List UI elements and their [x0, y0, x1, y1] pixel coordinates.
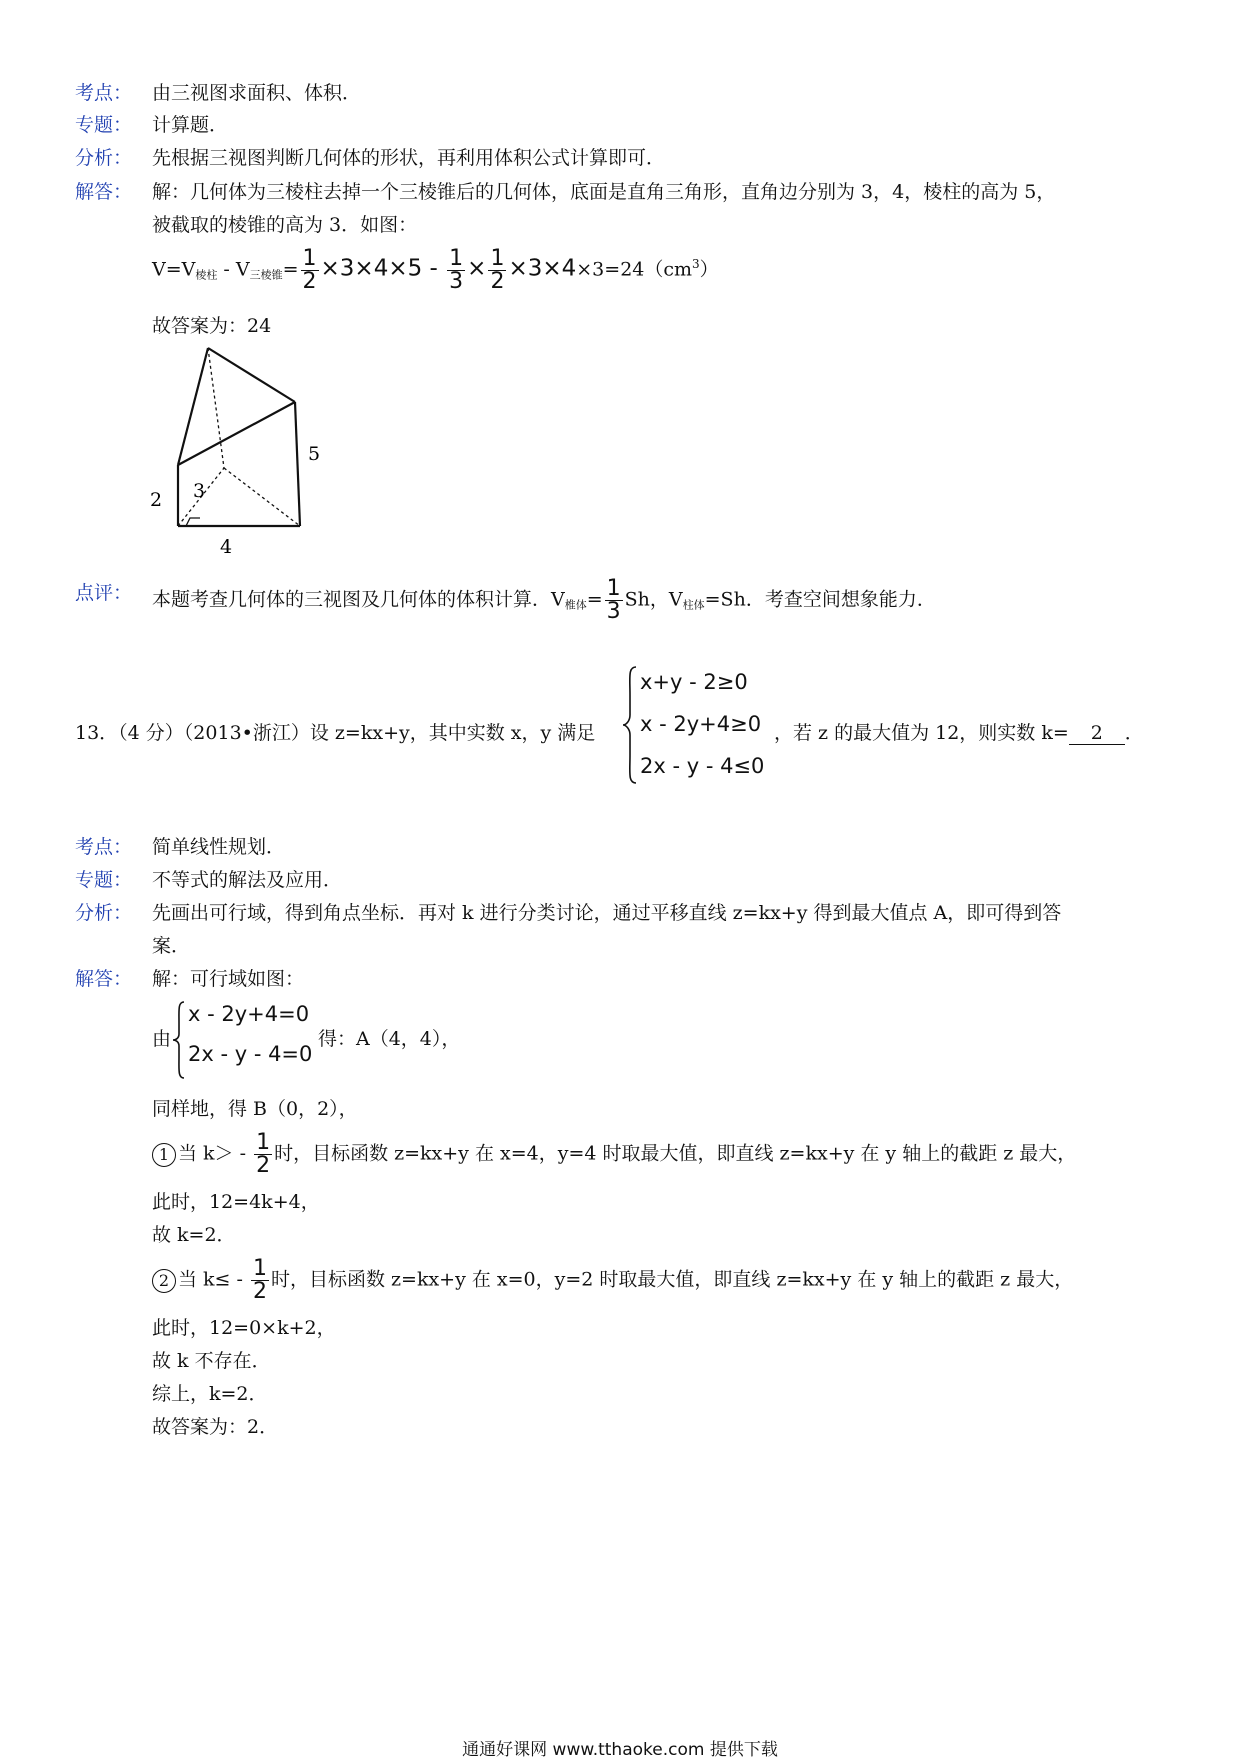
fraction-case-1: $\frac{1}{2}$	[256, 1130, 271, 1178]
case-2-line-a: 此时，12=0×k+2，	[152, 1317, 336, 1339]
formula-mid-1: ×3×4×5 -	[320, 255, 446, 282]
label-side-3: 3	[193, 480, 206, 502]
formula-times: ×	[467, 255, 487, 282]
label-zhuanti-13: 专题：	[75, 869, 133, 891]
answer-13: 故答案为：2．	[152, 1416, 279, 1438]
label-side-2: 2	[150, 489, 163, 511]
label-jieda-12: 解答：	[75, 181, 133, 203]
label-side-4: 4	[220, 536, 233, 558]
formula-sub-pyramid: 三棱锥	[249, 268, 283, 282]
edge-cut	[178, 402, 295, 465]
edge-right-vertical	[295, 402, 300, 526]
case-1-line-b: 故 k=2．	[152, 1224, 236, 1246]
zhuanti-text-12: 计算题．	[152, 114, 229, 136]
fraction-one-third: $\frac{1}{3}$	[606, 576, 621, 624]
brace-system-2	[172, 1000, 186, 1080]
edge-top-left	[178, 348, 208, 465]
fraction-third: $\frac{1}{3}$	[449, 246, 464, 294]
fenxi-text-12: 先根据三视图判断几何体的形状，再利用体积公式计算即可．	[152, 147, 666, 169]
point-b-result: 同样地，得 B（0，2），	[152, 1098, 358, 1120]
jieda-line-2-12: 被截取的棱锥的高为 3．如图：	[152, 214, 418, 236]
label-kaodian-13: 考点：	[75, 836, 133, 858]
case-2-line-b: 故 k 不存在．	[152, 1350, 271, 1372]
edge-top-right	[208, 348, 295, 402]
jieda-line-1-12: 解：几何体为三棱柱去掉一个三棱锥后的几何体，底面是直角三角形，直角边分别为 3，4，棱柱的高为 5，	[152, 181, 1056, 203]
question-13-stem-pre: 13．（4 分）（2013•浙江）设 z=kx+y，其中实数 x，y 满足	[75, 722, 596, 744]
formula-minus: - V	[217, 258, 250, 281]
edge-hidden-right	[224, 468, 300, 526]
formula-sup: 3	[692, 257, 700, 272]
zhuanti-text-13: 不等式的解法及应用．	[152, 869, 343, 891]
inequality-1: x+y - 2≥0	[640, 670, 748, 694]
label-zhuanti-12: 专题：	[75, 114, 133, 136]
volume-formula	[152, 248, 719, 293]
question-13-stem-post: ，若 z 的最大值为 12，则实数 k= 2 ．	[774, 722, 1144, 744]
formula-sub-prism: 棱柱	[195, 268, 218, 282]
label-fenxi-13: 分析：	[75, 902, 133, 924]
jieda-line-1-13: 解：可行域如图：	[152, 968, 305, 990]
case-2: 2 当 k≤ - $\frac{1}{2}$ 时，目标函数 z=kx+y 在 x=0，y=2 时取最大值，即直线 z=kx+y 在 y 轴上的截距 z 最大，	[152, 1258, 1073, 1303]
you-text: 由	[152, 1028, 172, 1050]
kaodian-text-12: 由三视图求面积、体积．	[152, 82, 362, 104]
answer-12: 故答案为：24	[152, 315, 272, 337]
equation-1: x - 2y+4=0	[188, 1002, 310, 1026]
fenxi-line-2-13: 案．	[152, 935, 191, 957]
formula-v: V=V	[152, 258, 196, 281]
edge-hidden-vertical	[208, 348, 224, 468]
inequality-3: 2x - y - 4≤0	[640, 754, 765, 778]
label-kaodian-12: 考点：	[75, 82, 133, 104]
brace-system-1	[622, 665, 638, 785]
kaodian-text-13: 简单线性规划．	[152, 836, 286, 858]
label-side-5: 5	[308, 443, 321, 465]
dianping-text-12: 本题考查几何体的三视图及几何体的体积计算．$V_{椎体}=$ $\frac{1}{3}$ Sh，$V_{柱体}=Sh$．考查空间想象能力．	[152, 576, 936, 624]
page-footer: 通通好课网 www.tthaoke.com 提供下载	[462, 1740, 778, 1760]
case-1-line-a: 此时，12=4k+4，	[152, 1191, 320, 1213]
point-a-result: 得：A（4，4），	[318, 1028, 461, 1050]
inequality-2: x - 2y+4≥0	[640, 712, 762, 736]
case-1: 1 当 k＞ - $\frac{1}{2}$ 时，目标函数 z=kx+y 在 x=4，y=4 时取最大值，即直线 z=kx+y 在 y 轴上的截距 z 最大，	[152, 1132, 1076, 1177]
conclusion: 综上，k=2．	[152, 1383, 268, 1405]
formula-eq: =	[282, 258, 299, 281]
label-jieda-13: 解答：	[75, 968, 133, 990]
formula-mid-2: ×3×4	[508, 255, 577, 282]
solid-figure	[140, 340, 340, 560]
formula-close: ）	[699, 258, 719, 281]
fraction-half-2: $\frac{1}{2}$	[490, 246, 505, 294]
fraction-case-2: $\frac{1}{2}$	[252, 1256, 267, 1304]
fenxi-line-1-13: 先画出可行域，得到角点坐标．再对 k 进行分类讨论，通过平移直线 z=kx+y 得到最大值点 A，即可得到答	[152, 902, 1062, 924]
formula-tail: ×3=24（cm	[576, 258, 693, 281]
circle-number-2: 2	[152, 1269, 176, 1293]
circle-number-1: 1	[152, 1143, 176, 1167]
label-dianping-12: 点评：	[75, 582, 133, 604]
equation-2: 2x - y - 4=0	[188, 1042, 313, 1066]
answer-blank: 2	[1069, 722, 1125, 745]
label-fenxi-12: 分析：	[75, 147, 133, 169]
fraction-half-1: $\frac{1}{2}$	[302, 246, 317, 294]
right-angle-mark	[186, 518, 200, 526]
